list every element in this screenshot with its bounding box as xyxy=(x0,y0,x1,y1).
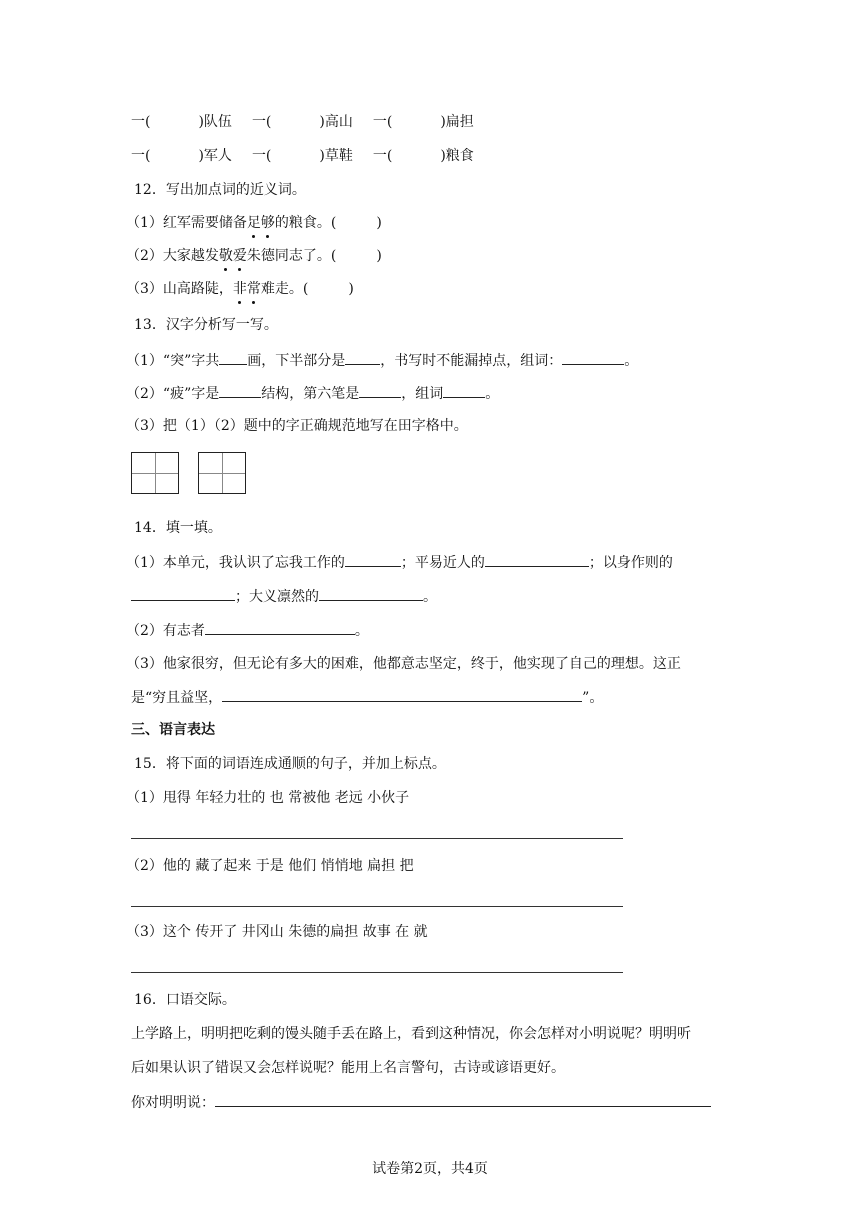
blank[interactable] xyxy=(131,586,235,601)
mw-prefix: 一( xyxy=(251,148,272,164)
q15-title: 15．将下面的词语连成通顺的句子，并加上标点。 xyxy=(134,756,446,772)
q16-paragraph-2: 后如果认识了错误又会怎样说呢？能用上名言警句，古诗或谚语更好。 xyxy=(131,1060,565,1076)
q16-paragraph-1: 上学路上，明明把吃剩的馒头随手丢在路上，看到这种情况，你会怎样对小明说呢？明明听 xyxy=(131,1026,691,1042)
measure-word-row-1 xyxy=(131,112,474,132)
blank[interactable] xyxy=(359,383,401,398)
answer-blank[interactable] xyxy=(215,1092,711,1107)
q15-item-2: （2）他的 藏了起来 于是 他们 悄悄地 扁担 把 xyxy=(126,858,414,874)
q13-line-3: （3）把（1）（2）题中的字正确规范地写在田字格中。 xyxy=(126,418,468,434)
blank[interactable] xyxy=(345,552,401,567)
q13-title: 13．汉字分析写一写。 xyxy=(134,317,278,333)
q15-item-1: （1）甩得 年轻力壮的 也 常被他 老远 小伙子 xyxy=(126,790,410,806)
mw-suffix: )高山 xyxy=(319,114,353,130)
section-heading: 三、语言表达 xyxy=(131,722,215,738)
blank[interactable] xyxy=(443,383,485,398)
tianzi-grid-2[interactable] xyxy=(198,452,246,494)
answer-line[interactable] xyxy=(131,906,623,907)
blank[interactable] xyxy=(345,350,380,365)
answer-line[interactable] xyxy=(131,972,623,973)
q14-line-3: （2）有志者 。 xyxy=(126,620,369,641)
q12-item-1: （1）红军需要储备足够的粮食。( ) xyxy=(126,215,382,231)
mw-suffix: )草鞋 xyxy=(319,148,353,164)
q12-item-3: （3）山高路陡，非常难走。( ) xyxy=(126,281,354,297)
dotted-char: 够 xyxy=(260,215,275,231)
mw-prefix: 一( xyxy=(372,114,393,130)
dotted-char: 敬 xyxy=(218,248,233,264)
mw-suffix: )粮食 xyxy=(440,148,474,164)
dotted-char: 非 xyxy=(232,281,247,297)
q12-item-2: （2）大家越发敬爱朱德同志了。( ) xyxy=(126,248,382,264)
dotted-char: 爱 xyxy=(232,248,247,264)
q14-line-1: （1）本单元，我认识了忘我工作的 ；平易近人的 ；以身作则的 xyxy=(126,552,673,573)
tianzi-grid-1[interactable] xyxy=(131,452,179,494)
blank[interactable] xyxy=(562,350,624,365)
answer-line[interactable] xyxy=(131,838,623,839)
q14-line-5: 是“穷且益坚， ”。 xyxy=(131,687,603,708)
q16-prompt: 你对明明说： xyxy=(131,1092,711,1113)
blank[interactable] xyxy=(219,383,261,398)
q14-title: 14．填一填。 xyxy=(134,520,222,536)
dotted-char: 足 xyxy=(246,215,261,231)
mw-suffix: )扁担 xyxy=(440,114,474,130)
measure-word-row-2 xyxy=(131,146,474,166)
q14-line-2: ；大义凛然的 。 xyxy=(131,586,437,607)
mw-suffix: )军人 xyxy=(198,148,232,164)
mw-prefix: 一( xyxy=(131,148,151,164)
dotted-char: 常 xyxy=(246,281,261,297)
q12-title: 12．写出加点词的近义词。 xyxy=(134,182,306,198)
q15-item-3: （3）这个 传开了 井冈山 朱德的扁担 故事 在 就 xyxy=(126,924,428,940)
q13-line-1: （1）“突”字共 画，下半部分是 ，书写时不能漏掉点，组词： 。 xyxy=(126,350,638,371)
mw-prefix: 一( xyxy=(372,148,393,164)
q14-line-4: （3）他家很穷，但无论有多大的困难，他都意志坚定，终于，他实现了自己的理想。这正 xyxy=(126,656,681,672)
blank[interactable] xyxy=(219,350,247,365)
blank[interactable] xyxy=(485,552,589,567)
page-footer: 试卷第2页，共4页 xyxy=(372,1161,488,1177)
mw-prefix: 一( xyxy=(251,114,272,130)
mw-suffix: )队伍 xyxy=(198,114,232,130)
blank[interactable] xyxy=(222,687,582,702)
q13-line-2: （2）“疲”字是 结构，第六笔是 ，组词 。 xyxy=(126,383,499,404)
blank[interactable] xyxy=(319,586,423,601)
blank[interactable] xyxy=(205,620,355,635)
q16-title: 16．口语交际。 xyxy=(134,992,236,1008)
mw-prefix: 一( xyxy=(131,114,151,130)
